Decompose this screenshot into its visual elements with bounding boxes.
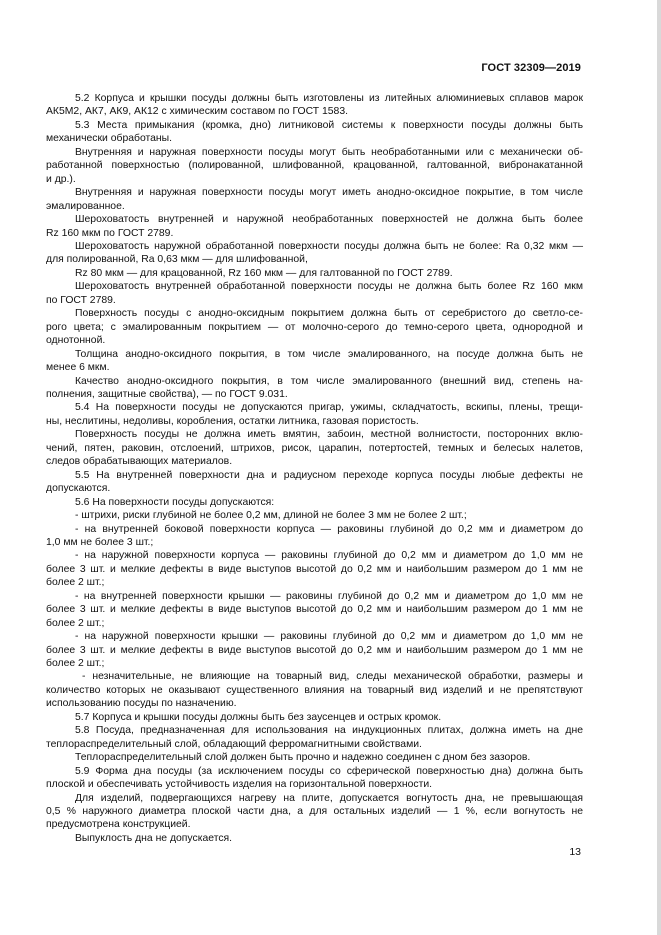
text-line: более 2 шт.;: [46, 577, 105, 589]
text-line: однотонной.: [46, 335, 106, 347]
text-line: работанной поверхностью (полированной, шлифованной, крацованной, галтованной, вибронакатанной: [46, 160, 583, 172]
text-line: Rz 80 мкм — для крацованной, Rz 160 мкм — для галтованной по ГОСТ 2789.: [75, 267, 453, 279]
text-line: по ГОСТ 2789.: [46, 294, 116, 306]
text-line: более 2 шт.;: [46, 617, 105, 629]
text-line: полнения, защитные свойства), — по ГОСТ 9.031.: [46, 388, 288, 400]
text-line: предусмотрена конструкцией.: [46, 819, 191, 831]
text-line: Внутренняя и наружная поверхности посуды могут иметь анодно-оксидное покрытие, в том числе: [75, 187, 583, 199]
text-line: и др.).: [46, 173, 76, 185]
text-line: 5.3 Места примыкания (кромка, дно) литниковой системы к поверхности посуды должны быть: [75, 119, 583, 131]
text-line: более 3 шт. и мелкие дефекты в виде выступов высотой до 0,2 мм и наибольшим размером до 1 мм не: [46, 604, 583, 616]
page-number: 13: [569, 846, 581, 858]
text-line: количество которых не оказывают существенного влияния на товарный вид изделий и не препятствуют: [46, 684, 583, 696]
text-line: Шероховатость наружной обработанной поверхности посуды должна быть не более: Ra 0,32 мкм —: [75, 240, 583, 252]
text-line: 1,0 мм не более 3 шт.;: [46, 536, 154, 548]
standard-number: ГОСТ 32309—2019: [481, 62, 581, 74]
text-line: плоской и обеспечивать устойчивость изделия на горизонтальной поверхности.: [46, 779, 433, 791]
text-line: Поверхность посуды не должна иметь вмятин, забоин, местной волнистости, посторонних вклю-: [75, 429, 583, 441]
text-line: рого цвета; с эмалированным покрытием — от молочно-серого до темно-серого цвета, однородной и: [46, 321, 583, 333]
text-line: Шероховатость внутренней и наружной необработанных поверхностей не должна быть более: [75, 214, 583, 226]
text-line: - на внутренней боковой поверхности корпуса — раковины глубиной до 0,2 мм и диаметром до: [75, 523, 583, 535]
text-line: 5.5 На внутренней поверхности дна и радиусном переходе корпуса посуды любые дефекты не: [75, 469, 583, 481]
page-edge: [657, 0, 661, 935]
text-line: использованию посуды по назначению.: [46, 698, 237, 710]
text-line: Поверхность посуды с анодно-оксидным покрытием должна быть от серебристого до светло-се-: [75, 308, 583, 320]
text-line: более 3 шт. и мелкие дефекты в виде выступов высотой до 0,2 мм и наибольшим размером до 1 мм не: [46, 644, 583, 656]
text-line: - на наружной поверхности крышки — раковины глубиной до 0,2 мм и диаметром до 1,0 мм не: [75, 631, 583, 643]
text-line: Выпуклость дна не допускается.: [75, 832, 233, 844]
text-line: 5.9 Форма дна посуды (за исключением посуды со сферической поверхностью дна) должна быть: [75, 765, 583, 777]
text-line: - штрихи, риски глубиной не более 0,2 мм, длиной не более 3 мм не более 2 шт.;: [75, 510, 467, 522]
text-line: Внутренняя и наружная поверхности посуды могут быть необработанными или с механически об-: [75, 146, 583, 158]
text-line: механически обработаны.: [46, 133, 173, 145]
text-line: АК5М2, АК7, АК9, АК12 с химическим составом по ГОСТ 1583.: [46, 106, 348, 118]
text-line: Rz 160 мкм по ГОСТ 2789.: [46, 227, 174, 239]
text-line: допускаются.: [46, 483, 111, 495]
text-line: чений, пятен, раковин, отслоений, штрихов, рисок, царапин, потертостей, темных и белесых налетов,: [46, 442, 583, 454]
text-line: Качество анодно-оксидного покрытия, в том числе эмалированного (внешний вид, степень на-: [75, 375, 583, 387]
text-line: теплораспределительный слой, обладающий ферромагнитными свойствами.: [46, 738, 422, 750]
text-line: 0,5 % наружного диаметра плоской части дна, а для остальных изделий — 1 %, если вогнутость не: [46, 806, 583, 818]
text-line: Для изделий, подвергающихся нагреву на плите, допускается вогнутость дна, не превышающая: [75, 792, 583, 804]
text-line: 5.2 Корпуса и крышки посуды должны быть изготовлены из литейных алюминиевых сплавов марок: [75, 93, 583, 104]
text-line: - незначительные, не влияющие на товарный вид, следы механической обработки, размеры и: [82, 671, 583, 683]
text-line: Теплораспределительный слой должен быть прочно и надежно соединен с дном без зазоров.: [75, 752, 531, 764]
document-body: [46, 92, 583, 845]
text-line: ны, неслитины, недоливы, коробления, остатки литника, газовая пористость.: [46, 415, 419, 427]
text-line: следов обрабатывающих материалов.: [46, 456, 233, 468]
text-line: 5.4 На поверхности посуды не допускаются пригар, ужимы, складчатость, вскипы, плены, трещи-: [75, 402, 583, 414]
text-line: 5.8 Посуда, предназначенная для использования на индукционных плитах, должна иметь на дне: [75, 725, 583, 737]
text-line: - на внутренней поверхности крышки — раковины глубиной до 0,2 мм и диаметром до 1,0 мм не: [75, 590, 583, 602]
text-line: эмалированное.: [46, 200, 125, 212]
text-line: для полированной, Ra 0,63 мкм — для шлифованной,: [46, 254, 308, 266]
text-line: менее 6 мкм.: [46, 362, 110, 374]
text-line: более 2 шт.;: [46, 658, 105, 670]
text-line: Толщина анодно-оксидного покрытия, в том числе эмалированного, на посуде должна быть не: [75, 348, 583, 360]
text-line: 5.6 На поверхности посуды допускаются:: [75, 496, 275, 508]
text-line: - на наружной поверхности корпуса — раковины глубиной до 0,2 мм и диаметром до 1,0 мм не: [75, 550, 583, 562]
text-line: 5.7 Корпуса и крышки посуды должны быть без заусенцев и острых кромок.: [75, 711, 442, 723]
text-line: Шероховатость внутренней обработанной поверхности посуды не должна быть более Rz 160 мкм: [75, 281, 583, 293]
text-line: более 3 шт. и мелкие дефекты в виде выступов высотой до 0,2 мм и наибольшим размером до 1 мм не: [46, 563, 583, 575]
